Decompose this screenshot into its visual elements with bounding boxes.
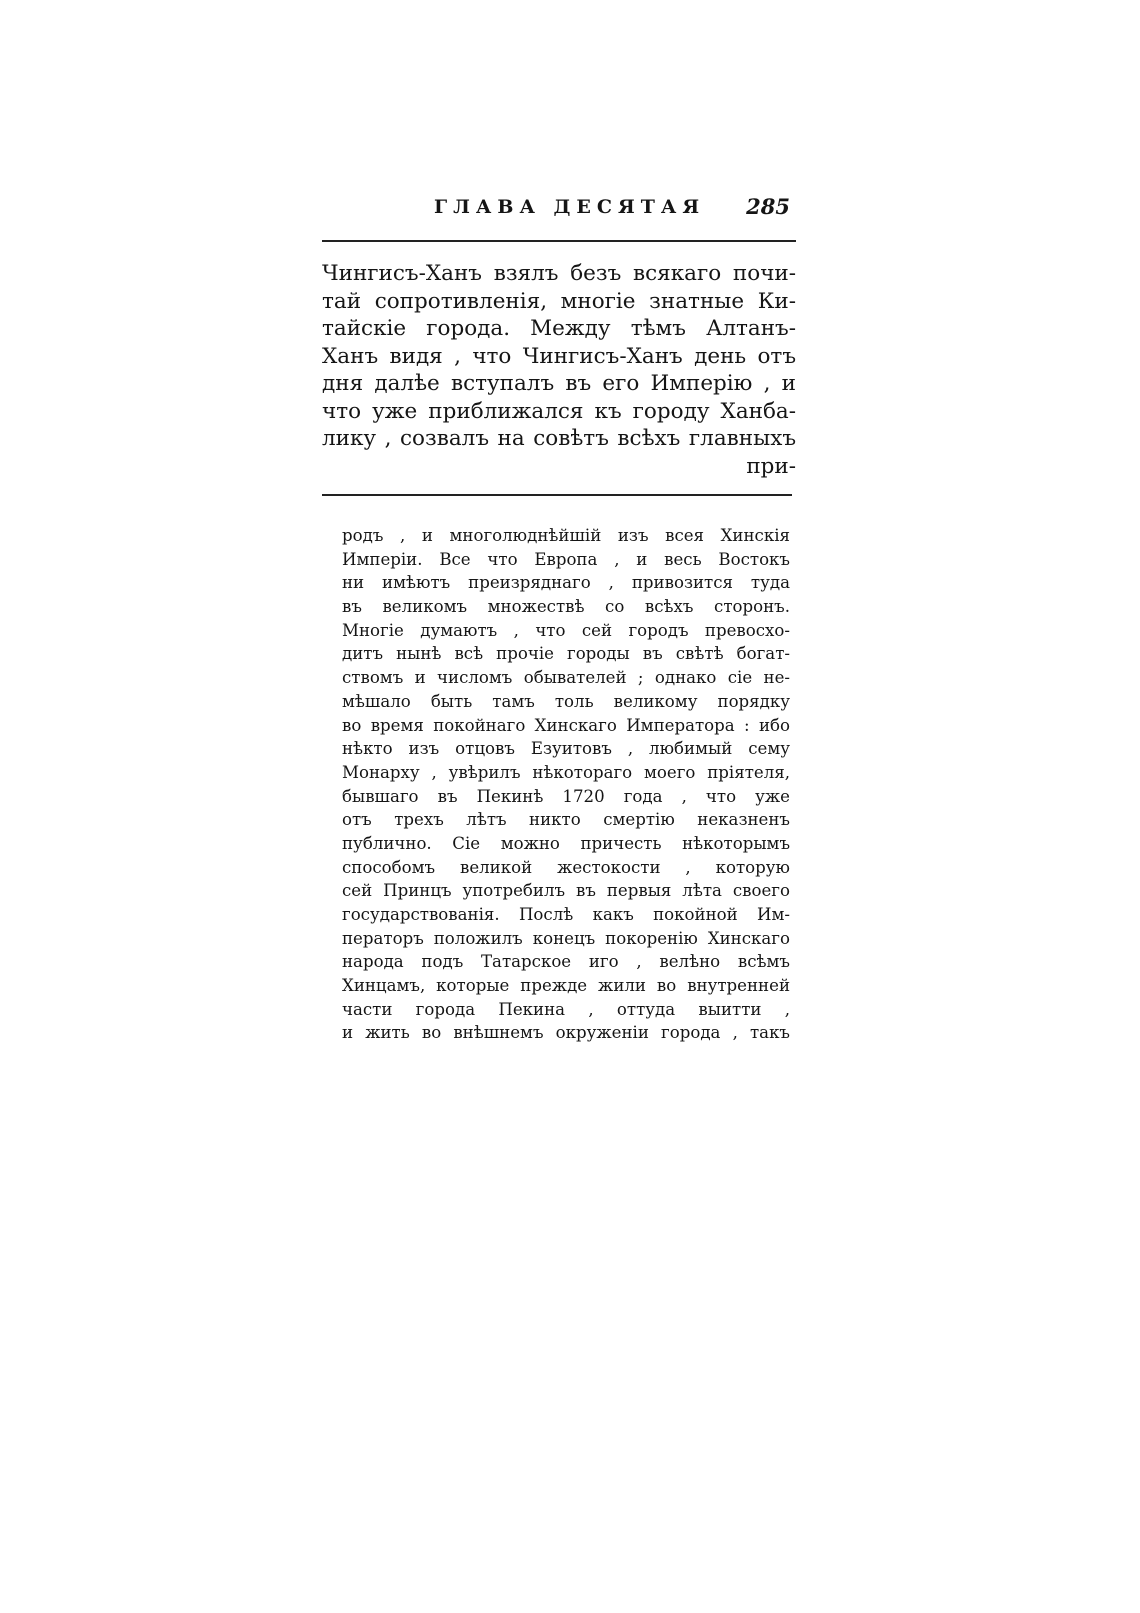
footnote-line: нѣкто изъ отцовъ Езуитовъ , любимый сему <box>342 739 790 759</box>
footnote-line: Монарху , увѣрилъ нѣкотораго моего пріятеля, <box>342 762 790 782</box>
main-text-line: дня далѣе вступалъ въ его Имперію , и <box>322 371 796 396</box>
footnote-line: народа подъ Татарское иго , велѣно всѣмъ <box>342 952 790 972</box>
footnote-line: Хинцамъ, которые прежде жили во внутренней <box>342 976 790 996</box>
footnote-line: во время покойнаго Хинскаго Императора : ибо <box>342 715 790 735</box>
header-rule <box>322 240 796 242</box>
footnote-block <box>342 524 790 1045</box>
footnote-line: ператоръ положилъ конецъ покоренію Хинскаго <box>342 928 790 948</box>
main-text-line: что уже приближался къ городу Ханба- <box>322 398 796 424</box>
running-head <box>322 196 796 226</box>
page-number: 285 <box>746 194 790 219</box>
footnote-line: способомъ великой жестокости , которую <box>342 857 790 877</box>
footnote-line: родъ , и многолюднѣйшій изъ всея Хинскія <box>342 526 790 545</box>
footnote-line: публично. Сіе можно причесть нѣкоторымъ <box>342 833 790 853</box>
main-text-line: тайскіе города. Между тѣмъ Алтанъ- <box>322 316 796 341</box>
footnote-line: сей Принцъ употребилъ въ первыя лѣта своего <box>342 881 790 901</box>
footnote-line: бывшаго въ Пекинѣ 1720 года , что уже <box>342 786 790 806</box>
footnote-line: ни имѣютъ преизряднаго , привозится туда <box>342 573 790 593</box>
footnote-line: Имперіи. Все что Европа , и весь Востокъ <box>342 549 790 569</box>
main-text-line: тай сопротивленія, многіе знатные Ки- <box>322 288 796 314</box>
footnote-line: части города Пекина , оттуда выитти , <box>342 999 790 1019</box>
footnote-line: Многіе думаютъ , что сей городъ превосхо- <box>342 620 790 640</box>
catchword: при- <box>746 453 796 479</box>
footnote-line: и жить во внѣшнемъ окруженіи города , такъ <box>342 1023 790 1043</box>
main-text-line: Ханъ видя , что Чингисъ-Ханъ день отъ <box>322 343 796 369</box>
main-text-block <box>322 260 796 480</box>
footnote-line: мѣшало быть тамъ толь великому порядку <box>342 691 790 711</box>
footnote-line: дитъ нынѣ всѣ прочіе городы въ свѣтѣ богат- <box>342 644 790 664</box>
footnote-line: ствомъ и числомъ обывателей ; однако сіе не- <box>342 668 790 688</box>
footnote-line: отъ трехъ лѣтъ никто смертію неказненъ <box>342 810 790 830</box>
footnote-line: въ великомъ множествѣ со всѣхъ сторонъ. <box>342 597 790 617</box>
footnote-line: государствованія. Послѣ какъ покойной Им- <box>342 905 790 924</box>
main-text-line: лику , созвалъ на совѣтъ всѣхъ главныхъ <box>322 426 796 451</box>
running-title: ГЛАВА ДЕСЯТАЯ <box>434 196 706 218</box>
footnote-rule <box>322 494 792 496</box>
main-text-line: Чингисъ-Ханъ взялъ безъ всякаго почи- <box>322 261 796 286</box>
